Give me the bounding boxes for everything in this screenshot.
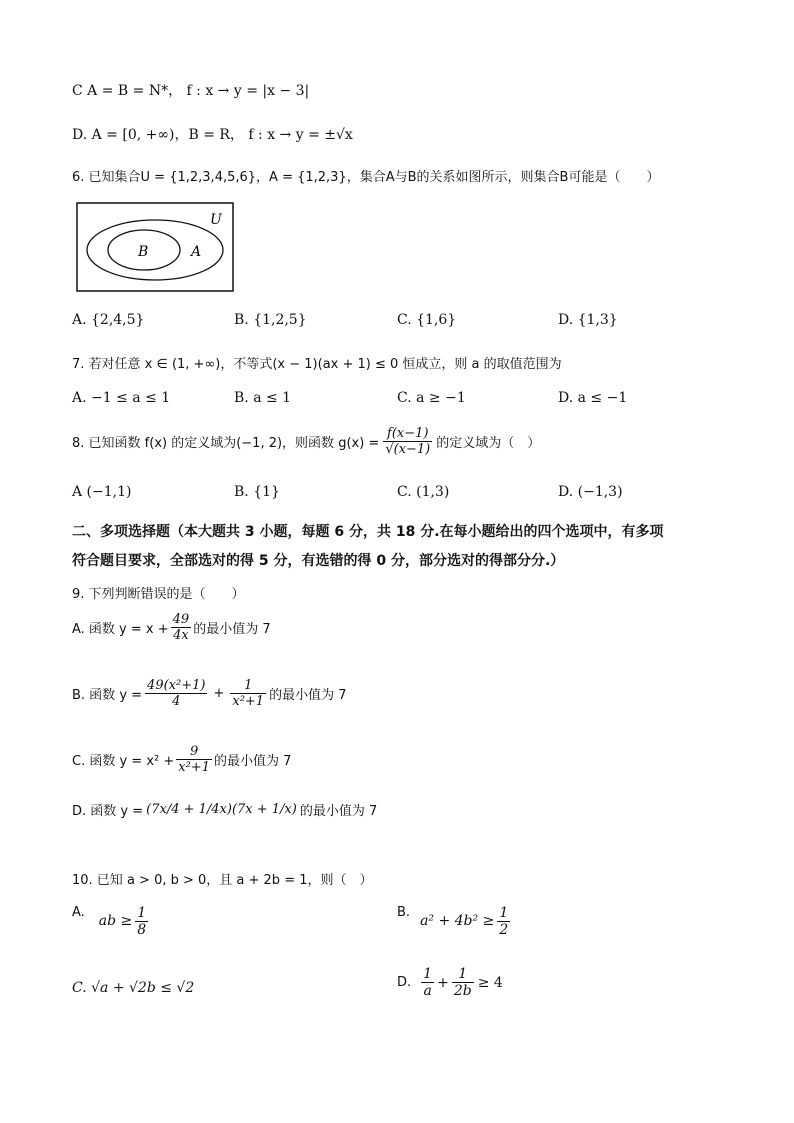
- q5-option-d: D. A = [0, +∞)，B = R， f : x → y = ±√x: [72, 127, 353, 143]
- section2-heading-line2: 符合题目要求，全部选对的得 5 分，有选错的得 0 分，部分选对的得部分分.）: [72, 553, 565, 569]
- q6-option-d: D. {1,3}: [558, 312, 618, 328]
- q8-fraction: [383, 426, 432, 457]
- venn-label-b: B: [138, 244, 149, 260]
- q9-a-num: 49: [172, 612, 190, 627]
- q9-option-c: [72, 744, 291, 775]
- q6-option-a: A. {2,4,5}: [72, 312, 145, 328]
- q6-option-b: B. {1,2,5}: [234, 312, 307, 328]
- q9-b-fraction1: [145, 678, 207, 709]
- q10-d-fraction1: [421, 966, 434, 999]
- q7-stem: 7. 若对任意 x ∈ (1, +∞)，不等式(x − 1)(ax + 1) ≤ 0 恒成立，则 a 的取值范围为: [72, 357, 562, 372]
- q10-a-label: A.: [72, 905, 85, 920]
- q9-c-post: 的最小值为 7: [213, 754, 292, 769]
- q6-stem: 6. 已知集合U = {1,2,3,4,5,6}，A = {1,2,3}，集合A与B的关系如图所示，则集合B可能是（ ）: [72, 170, 660, 185]
- q10-b-label: B.: [397, 905, 411, 920]
- q10-option-a: [72, 905, 148, 938]
- q8-stem: [72, 426, 540, 457]
- q9-option-d: [72, 800, 377, 819]
- q10-d-num1: 1: [423, 966, 433, 982]
- venn-diagram: [76, 202, 234, 292]
- venn-label-u: U: [210, 212, 222, 228]
- q7-option-d: D. a ≤ −1: [558, 390, 628, 406]
- q9-b-num1: 49(x²+1): [147, 678, 206, 693]
- q10-b-den: 2: [499, 922, 509, 938]
- q10-d-fraction2: [452, 966, 474, 999]
- q9-b-den1: 4: [172, 694, 181, 709]
- q10-d-plus: +: [437, 974, 449, 991]
- q9-option-b: [72, 678, 346, 709]
- q9-c-pre: C. 函数 y = x² +: [72, 754, 175, 769]
- q9-option-a: [72, 612, 271, 643]
- q8-stem-post: 的定义域为（ ）: [436, 436, 541, 451]
- q8-option-d: D. (−1,3): [558, 484, 623, 500]
- q9-c-den: x²+1: [178, 760, 210, 775]
- q9-c-fraction: [176, 744, 212, 775]
- q9-a-fraction: [171, 612, 192, 643]
- q10-a-den: 8: [137, 922, 147, 938]
- q10-a-fraction: [135, 905, 148, 938]
- q10-d-label: D.: [397, 975, 412, 990]
- q7-option-b: B. a ≤ 1: [234, 390, 292, 406]
- q10-d-num2: 1: [452, 966, 474, 983]
- q7-option-a: A. −1 ≤ a ≤ 1: [72, 390, 171, 406]
- q10-stem: 10. 已知 a > 0, b > 0，且 a + 2b = 1，则（ ）: [72, 873, 373, 888]
- q10-b-num: 1: [499, 905, 509, 921]
- section2-heading-line1: 二、多项选择题（本大题共 3 小题，每题 6 分，共 18 分.在每小题给出的四个选项中，有多项: [72, 524, 664, 540]
- q9-b-fraction2: [230, 678, 266, 709]
- q9-a-den: 4x: [173, 628, 189, 643]
- q7-option-c: C. a ≥ −1: [397, 390, 466, 406]
- q9-b-pre: B. 函数 y =: [72, 688, 143, 703]
- q10-a-num: 1: [137, 905, 147, 921]
- q9-b-post: 的最小值为 7: [269, 688, 347, 703]
- venn-label-a: A: [191, 244, 202, 260]
- q8-frac-num: f(x−1): [383, 426, 432, 442]
- q10-b-pre: a² + 4b² ≥: [420, 913, 495, 929]
- q6-option-c: C. {1,6}: [397, 312, 457, 328]
- q8-option-b: B. {1}: [234, 484, 280, 500]
- q9-stem: 9. 下列判断错误的是（ ）: [72, 587, 245, 602]
- q9-a-post: 的最小值为 7: [193, 622, 271, 637]
- q10-d-den2: 2b: [453, 983, 472, 999]
- q9-a-pre: A. 函数 y = x +: [72, 622, 169, 637]
- q9-d-expression: (7x/4 + 1/4x)(7x + 1/x): [146, 802, 297, 817]
- q10-option-b: [397, 905, 510, 938]
- q9-d-post: 的最小值为 7: [299, 804, 378, 819]
- q8-option-c: C. (1,3): [397, 484, 450, 500]
- q9-c-num: 9: [176, 744, 212, 760]
- q8-frac-den: √(x−1): [385, 442, 431, 457]
- q8-option-a: A (−1,1): [72, 484, 132, 500]
- q9-b-plus: +: [213, 686, 225, 701]
- q8-stem-pre: 8. 已知函数 f(x) 的定义域为(−1, 2)，则函数 g(x) =: [72, 436, 380, 451]
- q5-option-c: C A = B = N*， f : x → y = |x − 3|: [72, 83, 310, 99]
- q10-option-c: C. √a + √2b ≤ √2: [72, 980, 195, 996]
- q9-b-den2: x²+1: [232, 694, 265, 709]
- q10-b-fraction: [497, 905, 510, 938]
- q9-d-pre: D. 函数 y =: [72, 804, 144, 819]
- q10-a-pre: ab ≥: [98, 913, 133, 929]
- q10-d-post: ≥ 4: [477, 974, 503, 991]
- q10-option-d: [397, 966, 503, 999]
- q10-d-den1: a: [423, 983, 432, 999]
- q9-b-num2: 1: [230, 678, 266, 694]
